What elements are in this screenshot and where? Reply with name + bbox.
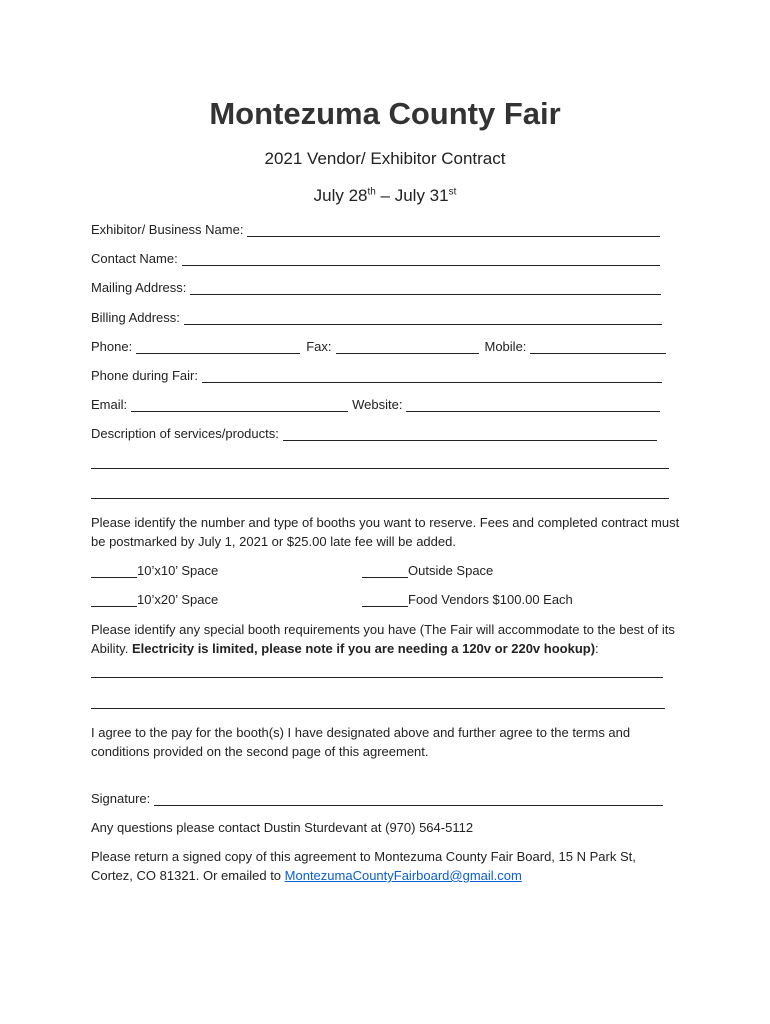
mobile-field[interactable] [530, 341, 666, 354]
website-label: Website: [352, 397, 403, 412]
mailing-address-row [91, 280, 661, 295]
fairboard-email-link[interactable]: MontezumaCountyFairboard@gmail.com [284, 868, 522, 883]
mobile-label: Mobile: [484, 339, 527, 354]
contact-name-label: Contact Name: [91, 251, 178, 266]
food-vendors-label: Food Vendors $100.00 Each [408, 592, 573, 607]
mailing-address-field[interactable] [190, 282, 661, 295]
phone-label: Phone: [91, 339, 133, 354]
requirements-instructions [91, 620, 681, 658]
email-row [91, 397, 660, 412]
contact-name-field[interactable] [182, 253, 660, 266]
booth-10x10-row [91, 563, 218, 578]
requirements-colon: : [595, 641, 599, 656]
return-text: Please return a signed copy of this agreement to Montezuma County Fair Board, 15 N Park St, Cortez, CO 81321. Or emailed to [91, 849, 636, 883]
booth-10x20-row [91, 592, 218, 607]
outside-space-qty[interactable] [362, 565, 408, 578]
email-label: Email: [91, 397, 128, 412]
outside-space-label: Outside Space [408, 563, 494, 578]
return-instructions [91, 847, 681, 885]
dates-end: – July 31 [375, 186, 449, 205]
requirements-line-1[interactable] [91, 677, 663, 678]
business-name-label: Exhibitor/ Business Name: [91, 222, 244, 237]
description-line-3[interactable] [91, 498, 669, 499]
dates-end-suffix: st [448, 186, 457, 198]
outside-space-row [362, 563, 493, 578]
booth-instructions: Please identify the number and type of booths you want to reserve. Fees and completed contract must be postmarked by July 1, 2021 or $25.00 late fee will be added. [91, 515, 680, 549]
mailing-address-label: Mailing Address: [91, 280, 187, 295]
contact-name-row [91, 251, 660, 266]
food-vendors-row [362, 592, 573, 607]
page-title: Montezuma County Fair [209, 96, 561, 131]
phone-field[interactable] [136, 341, 300, 354]
phone-during-fair-label: Phone during Fair: [91, 368, 198, 383]
phone-row [91, 339, 666, 354]
description-field[interactable] [283, 428, 657, 441]
dates-start-suffix: th [367, 186, 376, 198]
requirements-line-2[interactable] [91, 708, 665, 709]
business-name-row [91, 222, 660, 237]
food-vendors-qty[interactable] [362, 594, 408, 607]
website-field[interactable] [406, 399, 660, 412]
contract-subtitle: 2021 Vendor/ Exhibitor Contract [264, 149, 506, 168]
booth-10x10-label: 10’x10’ Space [137, 563, 219, 578]
fax-field[interactable] [336, 341, 479, 354]
signature-row [91, 791, 663, 806]
billing-address-row [91, 310, 662, 325]
dates-start: July 28 [313, 186, 368, 205]
email-field[interactable] [131, 399, 348, 412]
signature-field[interactable] [154, 793, 663, 806]
booth-10x10-qty[interactable] [91, 565, 137, 578]
description-line-2[interactable] [91, 468, 669, 469]
billing-address-field[interactable] [184, 312, 662, 325]
phone-fair-row [91, 368, 662, 383]
fair-dates [0, 186, 770, 206]
electricity-note: Electricity is limited, please note if you are needing a 120v or 220v hookup) [131, 641, 596, 656]
booth-10x20-label: 10’x20’ Space [137, 592, 219, 607]
billing-address-label: Billing Address: [91, 310, 180, 325]
signature-label: Signature: [91, 791, 151, 806]
description-label: Description of services/products: [91, 426, 279, 441]
booth-10x20-qty[interactable] [91, 594, 137, 607]
contact-info: Any questions please contact Dustin Sturdevant at (970) 564-5112 [91, 820, 474, 835]
business-name-field[interactable] [247, 224, 660, 237]
requirements-intro: Please identify any special booth requirements you have (The Fair will accommodate to the best of its Ability. [91, 622, 675, 656]
fax-label: Fax: [306, 339, 332, 354]
phone-during-fair-field[interactable] [202, 370, 662, 383]
agreement-text: I agree to the pay for the booth(s) I have designated above and further agree to the terms and conditions provided on the second page of this agreement. [91, 725, 631, 759]
description-row [91, 426, 657, 441]
